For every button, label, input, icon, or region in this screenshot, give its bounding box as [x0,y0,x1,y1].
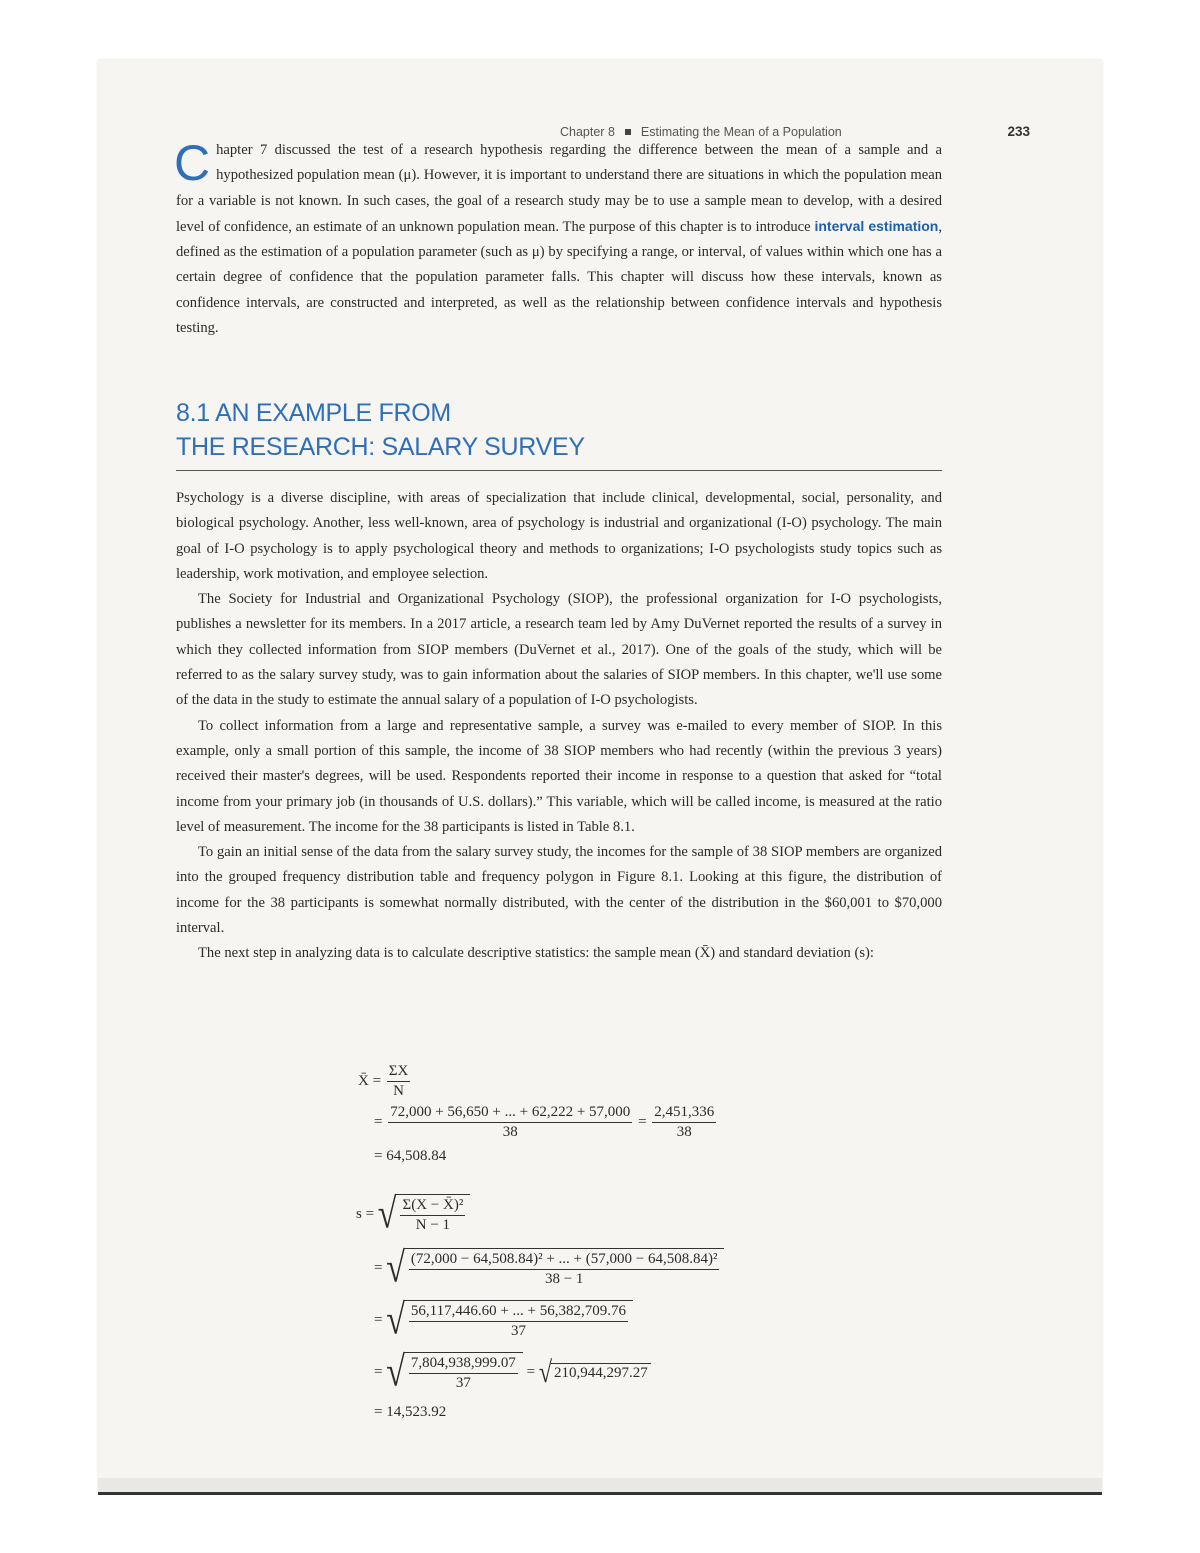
radical-icon: √ [538,1356,553,1389]
section-heading [176,396,942,471]
sd-step1-denominator: 38 − 1 [544,1271,584,1287]
mean-step-numerator: 72,000 + 56,650 + ... + 62,222 + 57,000 [388,1103,632,1123]
mean-denominator: N [393,1083,404,1099]
mean-lhs: X̄ = [358,1072,382,1089]
sd-step1-fraction [409,1250,720,1289]
sd-denominator: N − 1 [415,1217,451,1233]
sd-step3-rhs: 210,944,297.27 [551,1363,651,1382]
square-bullet-icon [625,129,631,135]
sd-formula [356,1190,470,1237]
equals-sign: = [526,1363,536,1380]
drop-cap: C [174,135,211,191]
radical-icon: √ [377,1190,397,1237]
mean-sum-fraction [652,1103,716,1142]
mean-sum-denominator: 38 [676,1124,692,1140]
mean-formula [358,1062,412,1101]
sd-step2-numerator: 56,117,446.60 + ... + 56,382,709.76 [409,1302,628,1322]
equals-sign: = [374,1259,383,1276]
chapter-title: Estimating the Mean of a Population [640,124,842,139]
mean-sum-numerator: 2,451,336 [652,1103,716,1123]
sd-result: = 14,523.92 [374,1404,447,1420]
mean-numerator: ΣX [387,1062,411,1082]
equals-sign: = [374,1363,383,1380]
intro-text-a: hapter 7 discussed the test of a research hypothesis regarding the difference between the mean of a sample and a hypothesized population mean (μ). However, it is important to understand there are situations in which the population mean for a variable is not known. In such cases, the goal of a research study may be to use a sample mean to develop, with a desired level of confidence, an estimate of an unknown population mean. The purpose of this chapter is to introduce [176,142,942,235]
paragraph: Psychology is a diverse discipline, with areas of specialization that include clinical, developmental, social, personality, and biological psychology. Another, less well-known, area of psychology is industrial and organizational (I-O) psychology. The main goal of I-O psychology is to apply psychological theory and methods to organizations; I-O psychologists study topics such as leadership, work motivation, and employee selection. [176,490,942,582]
equals-sign: = [374,1311,383,1328]
sd-lhs: s = [356,1205,375,1222]
sd-fraction [400,1196,465,1235]
mean-fraction [387,1062,411,1101]
sd-step3-denominator: 37 [455,1375,471,1391]
section-heading-line1: 8.1 AN EXAMPLE FROM [176,399,451,427]
mean-step [374,1103,718,1142]
sd-step2 [374,1296,633,1343]
intro-paragraph [174,135,943,341]
sd-step2-fraction [409,1302,628,1341]
sd-step1-numerator: (72,000 − 64,508.84)² + ... + (57,000 − 64,508.84)² [409,1250,720,1270]
sd-step3-numerator: 7,804,938,999.07 [409,1354,518,1374]
running-head [560,124,1030,139]
paragraph: To gain an initial sense of the data from the salary survey study, the incomes for the sample of 38 SIOP members are organized into the grouped frequency distribution table and frequency polygon in Figure 8.1. Looking at this figure, the distribution of income for the 38 participants is somewhat normally distributed, with the center of the distribution in the $60,001 to $70,000 interval. [176,844,942,937]
sd-step3-fraction [409,1354,518,1393]
page-number: 233 [1007,124,1030,139]
intro-text-b: , defined as the estimation of a population parameter (such as μ) by specifying a range, or interval, of values within which one has a certain degree of confidence that the population parameter falls. This chapter will discuss how these intervals, known as confidence intervals, are constructed and interpreted, as well as the relationship between confidence intervals and hypothesis testing. [176,218,943,337]
sqrt [386,1296,633,1343]
paragraph: The next step in analyzing data is to calculate descriptive statistics: the sample mean (X̄) and standard deviation (s): [198,945,874,962]
key-term: interval estimation [814,217,939,234]
mean-step-fraction [388,1103,632,1142]
paragraph: The Society for Industrial and Organizational Psychology (SIOP), the professional organization for I-O psychologists, publishes a newsletter for its members. In a 2017 article, a research team led by Amy DuVernet reported the results of a survey in which they collected information from SIOP members (DuVernet et al., 2017). One of the goals of the study, which will be referred to as the salary survey study, was to gain information about the salaries of SIOP members. In this chapter, we'll use some of the data in the study to estimate the annual salary of a population of I-O psychologists. [176,591,942,709]
paragraph: To collect information from a large and representative sample, a survey was e-mailed to every member of SIOP. In this example, only a small portion of this sample, the income of 38 SIOP members who had recently (within the previous 3 years) received their master's degrees, will be used. Respondents reported their income in response to a question that asked for “total income from your primary job (in thousands of U.S. dollars).” This variable, which will be called income, is measured at the ratio level of measurement. The income for the 38 participants is listed in Table 8.1. [176,717,942,835]
sd-numerator: Σ(X − X̄)² [400,1196,465,1216]
sqrt [386,1348,523,1395]
section-heading-line2: THE RESEARCH: SALARY SURVEY [176,433,585,461]
sd-step2-denominator: 37 [510,1323,526,1339]
equals-sign: = [638,1113,647,1130]
sqrt [539,1356,651,1390]
equals-sign: = [374,1113,383,1130]
mean-result: = 64,508.84 [374,1148,447,1164]
section-body [176,486,942,967]
chapter-label: Chapter 8 [560,124,615,139]
radical-icon: √ [386,1348,405,1395]
radical-icon: √ [386,1296,405,1343]
sqrt [386,1244,724,1291]
radical-icon: √ [386,1244,405,1291]
mean-step-denominator: 38 [502,1124,518,1140]
sd-step3 [374,1348,651,1395]
sqrt [377,1190,471,1237]
sd-step1 [374,1244,724,1291]
page-bottom-edge [98,1478,1102,1495]
